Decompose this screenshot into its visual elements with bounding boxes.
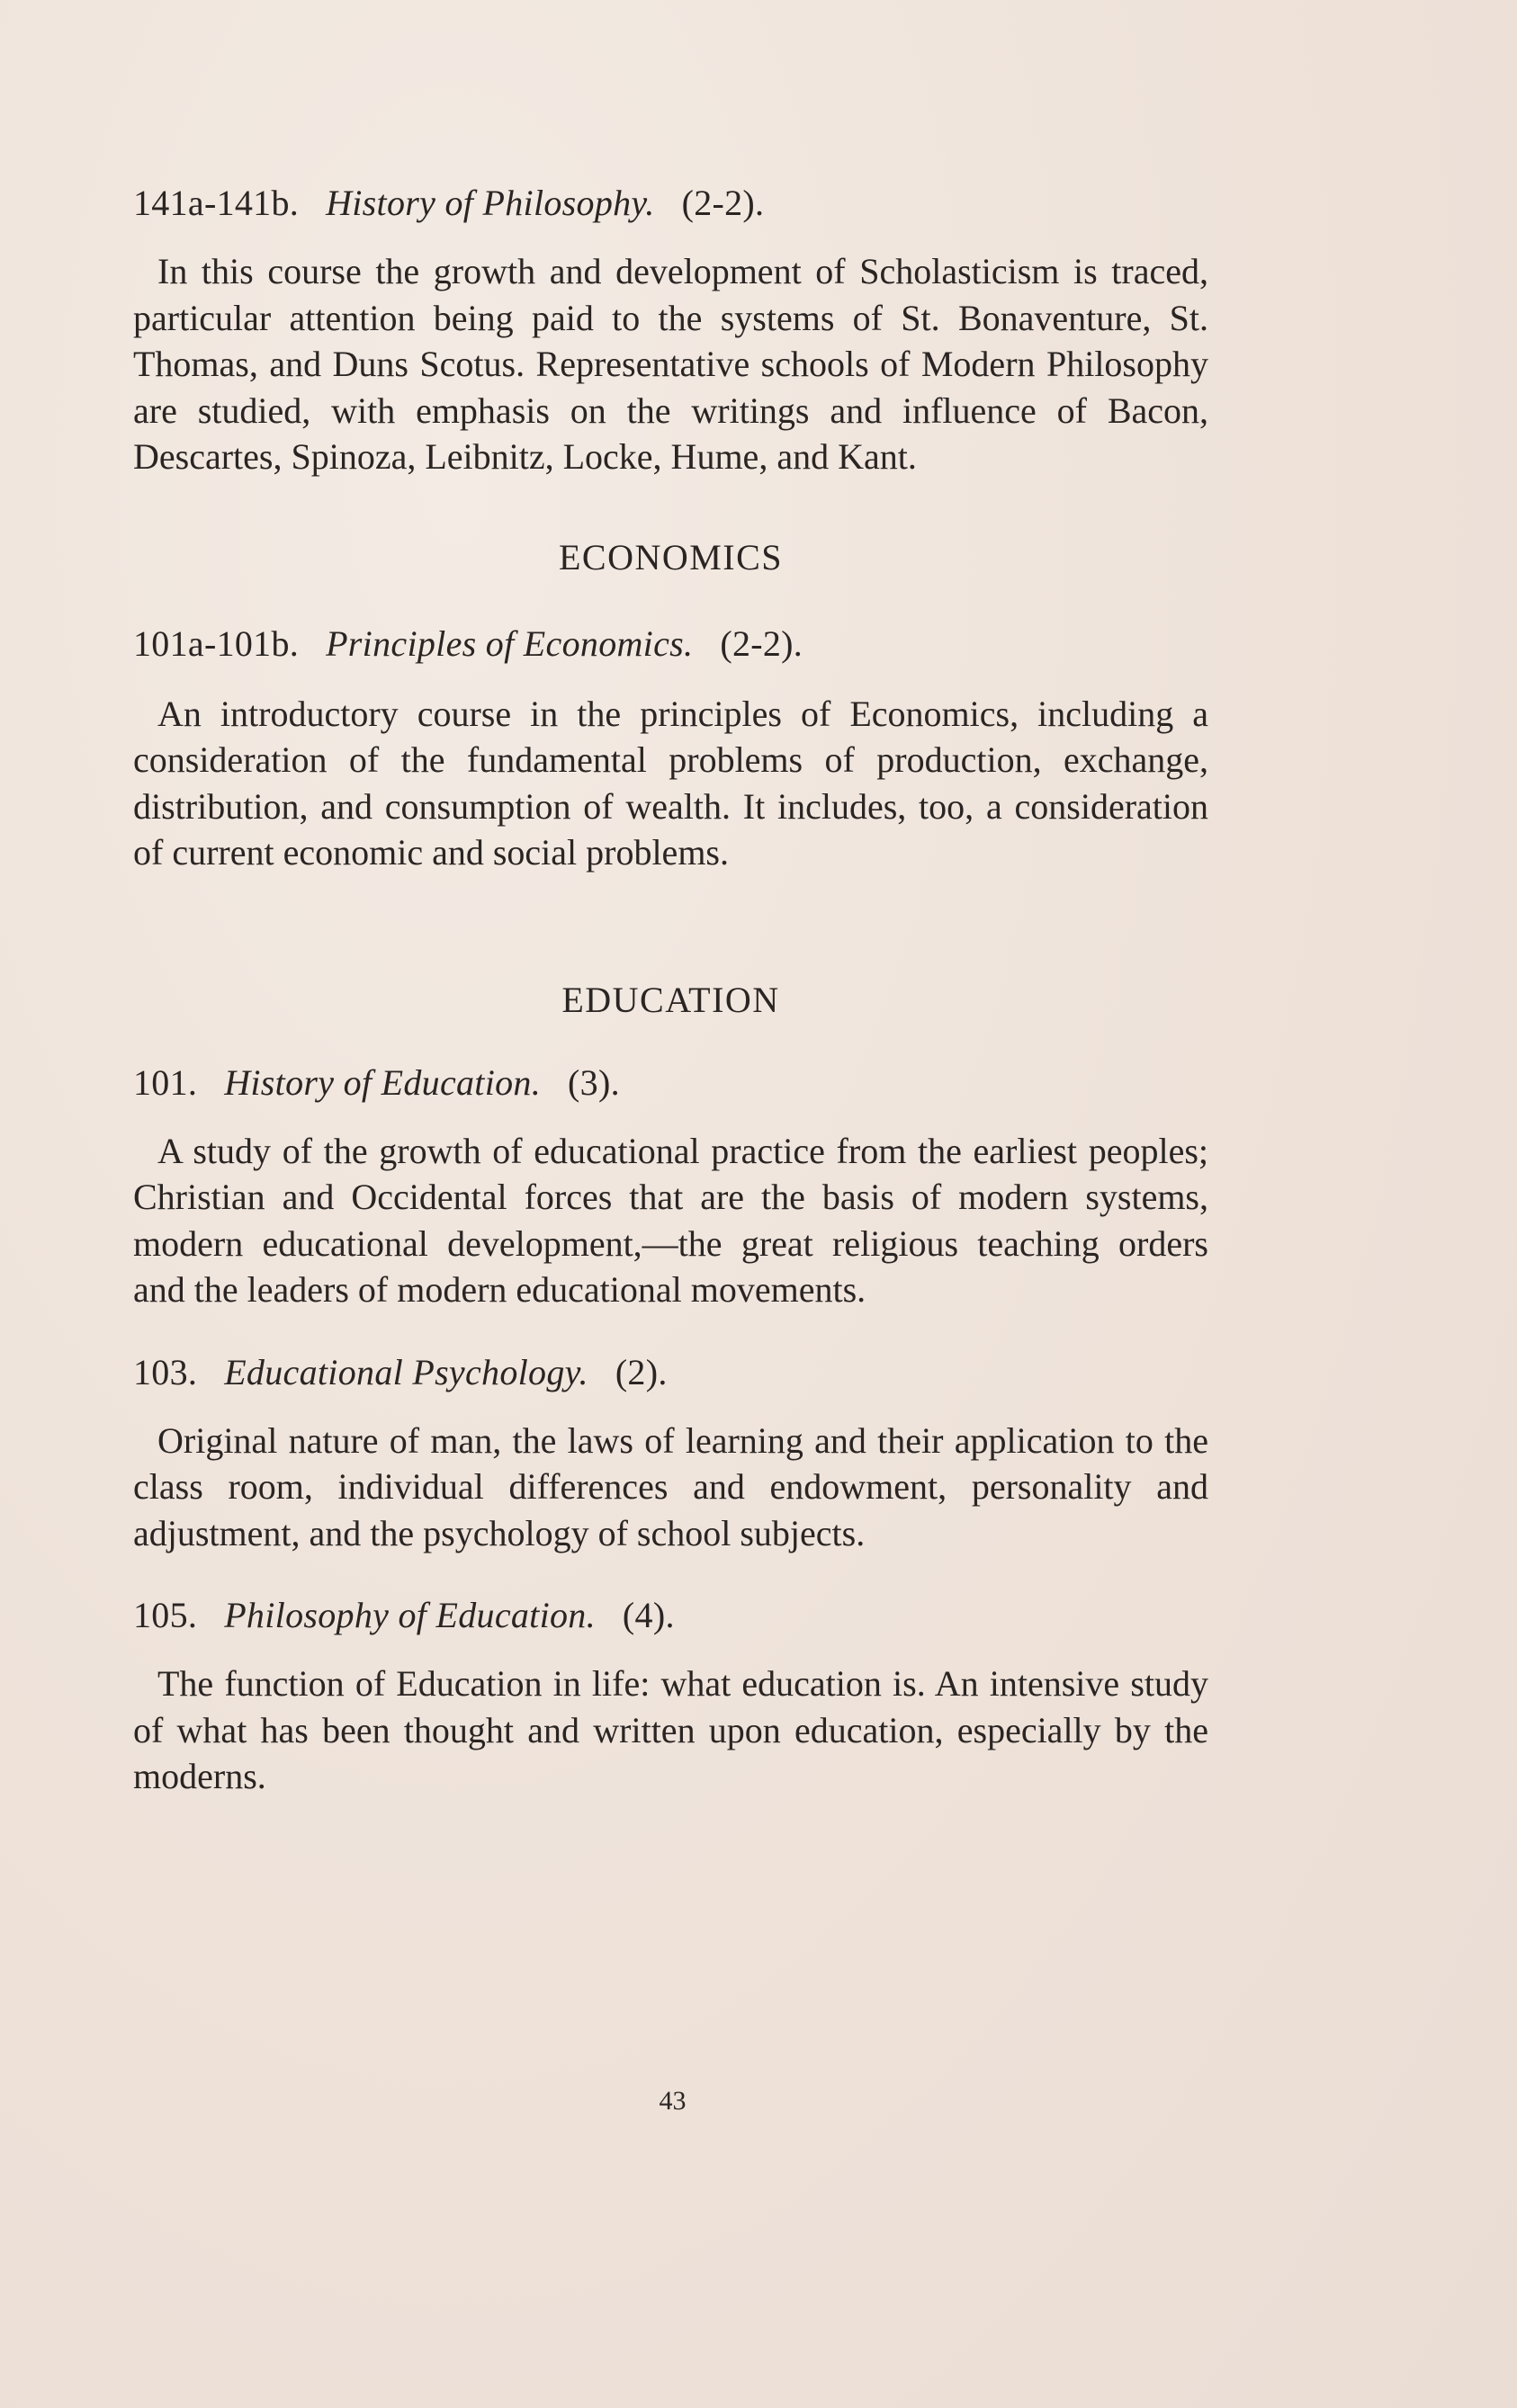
course-heading (133, 1349, 1208, 1396)
section-heading-economics: ECONOMICS (558, 536, 784, 577)
course-heading (133, 621, 1208, 667)
course-number: 101. (133, 1061, 198, 1103)
course-description: An introductory course in the principles of Economics, including a consideration of the fundamental problems of production, exchange, distribution, and consumption of wealth. It includes, too, a consideration of current economic and social problems. (133, 693, 1208, 873)
course-credits: (4). (622, 1595, 675, 1635)
course-heading (133, 180, 1208, 227)
course-heading (133, 1592, 1208, 1639)
course-heading (133, 1060, 1208, 1106)
course-description: In this course the growth and development of Scholasticism is traced, particular attention being paid to the systems of St. Bonaventure, St. Thomas, and Duns Scotus. Representative schools of Modern Philosophy are studied, with emphasis on the writings and influence of Bacon, Descartes, Spinoza, Leibnitz, Locke, Hume, and Kant. (133, 251, 1208, 477)
course-number: 141a-141b. (133, 183, 300, 223)
course-title: Principles of Economics. (326, 622, 694, 664)
page-number: 43 (659, 2086, 687, 2116)
course-credits: (2-2). (681, 183, 765, 223)
course-title: Philosophy of Education. (224, 1595, 596, 1635)
course-number: 103. (133, 1351, 198, 1392)
course-credits: (2-2). (720, 622, 803, 664)
course-credits: (3). (568, 1061, 620, 1103)
course-title: History of Philosophy. (326, 183, 655, 223)
course-description: The function of Education in life: what education is. An intensive study of what has been thought and written upon education, especially by the moderns. (133, 1663, 1208, 1796)
course-description: Original nature of man, the laws of learning and their application to the class room, individual differences and endowment, personality and adjustment, and the psychology of school subjects. (133, 1419, 1208, 1553)
course-number: 101a-101b. (133, 622, 300, 664)
course-title: Educational Psychology. (224, 1351, 588, 1392)
section-heading-education: EDUCATION (561, 979, 780, 1020)
course-description: A study of the growth of educational practice from the earliest peoples; Christian and Occidental forces that are the basis of modern systems, modern educational development,—the great religious teaching orders and the leaders of modern educational movements. (133, 1130, 1208, 1310)
catalog-page (133, 180, 1208, 1800)
course-title: History of Education. (224, 1061, 542, 1103)
course-credits: (2). (615, 1351, 668, 1392)
course-number: 105. (133, 1595, 198, 1635)
